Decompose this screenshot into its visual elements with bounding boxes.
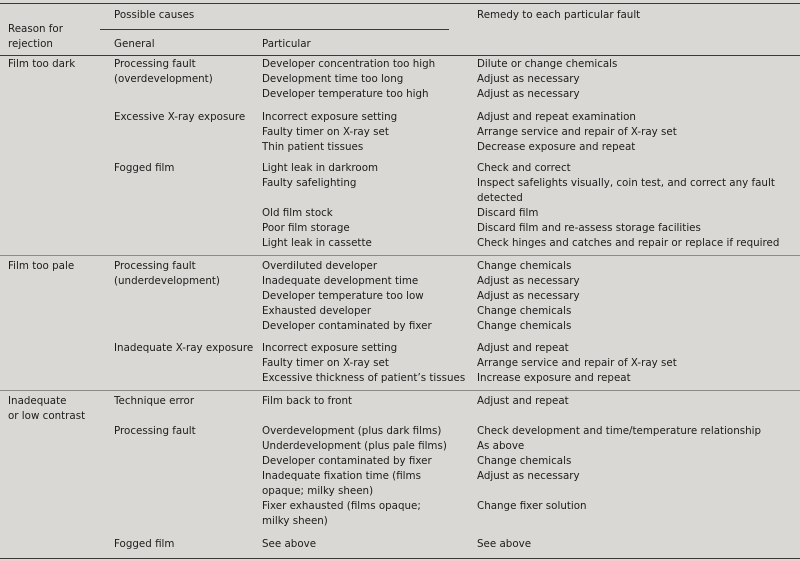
header-bottom-rule bbox=[0, 55, 800, 56]
remedy: Change chemicals bbox=[477, 260, 572, 272]
particular-cause: Developer temperature too low bbox=[262, 290, 424, 302]
header-particular: Particular bbox=[262, 38, 311, 50]
particular-cause: Excessive thickness of patient’s tissues bbox=[262, 372, 466, 384]
particular-cause: Faulty safelighting bbox=[262, 177, 357, 189]
remedy: Adjust as necessary bbox=[477, 470, 580, 482]
remedy: Change chemicals bbox=[477, 320, 572, 332]
particular-cause: Overdiluted developer bbox=[262, 260, 378, 272]
particular-cause: milky sheen) bbox=[262, 515, 328, 527]
general-cause: Processing fault bbox=[114, 58, 196, 70]
general-cause: Fogged film bbox=[114, 538, 175, 550]
remedy: Change fixer solution bbox=[477, 500, 587, 512]
remedy: As above bbox=[477, 440, 525, 452]
reason-for-rejection: Film too dark bbox=[8, 58, 76, 70]
remedy: Adjust and repeat examination bbox=[477, 111, 636, 123]
general-cause: (overdevelopment) bbox=[114, 73, 213, 85]
particular-cause: See above bbox=[262, 538, 317, 550]
general-cause: Processing fault bbox=[114, 260, 196, 272]
remedy: Increase exposure and repeat bbox=[477, 372, 631, 384]
table-top-rule bbox=[0, 3, 800, 4]
remedy: Discard film bbox=[477, 207, 539, 219]
particular-cause: Underdevelopment (plus pale films) bbox=[262, 440, 447, 452]
section-divider bbox=[0, 390, 800, 391]
particular-cause: Light leak in cassette bbox=[262, 237, 372, 249]
remedy: Check hinges and catches and repair or replace if required bbox=[477, 237, 780, 249]
remedy: Adjust as necessary bbox=[477, 275, 580, 287]
particular-cause: Exhausted developer bbox=[262, 305, 372, 317]
header-sub-rule bbox=[100, 29, 449, 30]
remedy: Discard film and re-assess storage facilities bbox=[477, 222, 701, 234]
general-cause: Excessive X-ray exposure bbox=[114, 111, 246, 123]
reason-for-rejection: or low contrast bbox=[8, 410, 86, 422]
remedy: Decrease exposure and repeat bbox=[477, 141, 636, 153]
remedy: Check development and time/temperature relationship bbox=[477, 425, 762, 437]
remedy: Adjust and repeat bbox=[477, 395, 569, 407]
remedy: Dilute or change chemicals bbox=[477, 58, 618, 70]
header-reason-line-1: Reason for bbox=[8, 23, 63, 35]
remedy: Arrange service and repair of X-ray set bbox=[477, 357, 677, 369]
remedy: detected bbox=[477, 192, 523, 204]
particular-cause: Developer contaminated by fixer bbox=[262, 455, 432, 467]
remedy: Arrange service and repair of X-ray set bbox=[477, 126, 677, 138]
particular-cause: Incorrect exposure setting bbox=[262, 111, 398, 123]
particular-cause: Fixer exhausted (films opaque; bbox=[262, 500, 421, 512]
particular-cause: Old film stock bbox=[262, 207, 333, 219]
remedy: Adjust and repeat bbox=[477, 342, 569, 354]
reason-for-rejection: Inadequate bbox=[8, 395, 67, 407]
remedy: Adjust as necessary bbox=[477, 88, 580, 100]
header-reason-line-2: rejection bbox=[8, 38, 53, 50]
particular-cause: Developer concentration too high bbox=[262, 58, 436, 70]
general-cause: Processing fault bbox=[114, 425, 196, 437]
general-cause: Inadequate X-ray exposure bbox=[114, 342, 254, 354]
particular-cause: Overdevelopment (plus dark films) bbox=[262, 425, 442, 437]
general-cause: Technique error bbox=[114, 395, 195, 407]
general-cause: (underdevelopment) bbox=[114, 275, 220, 287]
remedy: Change chemicals bbox=[477, 455, 572, 467]
general-cause: Fogged film bbox=[114, 162, 175, 174]
remedy: Adjust as necessary bbox=[477, 73, 580, 85]
remedy: See above bbox=[477, 538, 532, 550]
particular-cause: Developer contaminated by fixer bbox=[262, 320, 432, 332]
particular-cause: Inadequate fixation time (films bbox=[262, 470, 421, 482]
particular-cause: Incorrect exposure setting bbox=[262, 342, 398, 354]
header-general: General bbox=[114, 38, 155, 50]
remedy: Adjust as necessary bbox=[477, 290, 580, 302]
remedy: Check and correct bbox=[477, 162, 571, 174]
particular-cause: Faulty timer on X-ray set bbox=[262, 357, 389, 369]
particular-cause: Inadequate development time bbox=[262, 275, 419, 287]
remedy: Inspect safelights visually, coin test, and correct any fault bbox=[477, 177, 775, 189]
section-divider bbox=[0, 255, 800, 256]
header-possible-causes: Possible causes bbox=[114, 9, 195, 21]
particular-cause: Developer temperature too high bbox=[262, 88, 429, 100]
table-bottom-rule bbox=[0, 558, 800, 559]
header-remedy: Remedy to each particular fault bbox=[477, 9, 641, 21]
particular-cause: opaque; milky sheen) bbox=[262, 485, 374, 497]
reason-for-rejection: Film too pale bbox=[8, 260, 75, 272]
particular-cause: Thin patient tissues bbox=[262, 141, 364, 153]
particular-cause: Faulty timer on X-ray set bbox=[262, 126, 389, 138]
particular-cause: Film back to front bbox=[262, 395, 353, 407]
remedy: Change chemicals bbox=[477, 305, 572, 317]
particular-cause: Poor film storage bbox=[262, 222, 350, 234]
particular-cause: Light leak in darkroom bbox=[262, 162, 379, 174]
particular-cause: Development time too long bbox=[262, 73, 404, 85]
